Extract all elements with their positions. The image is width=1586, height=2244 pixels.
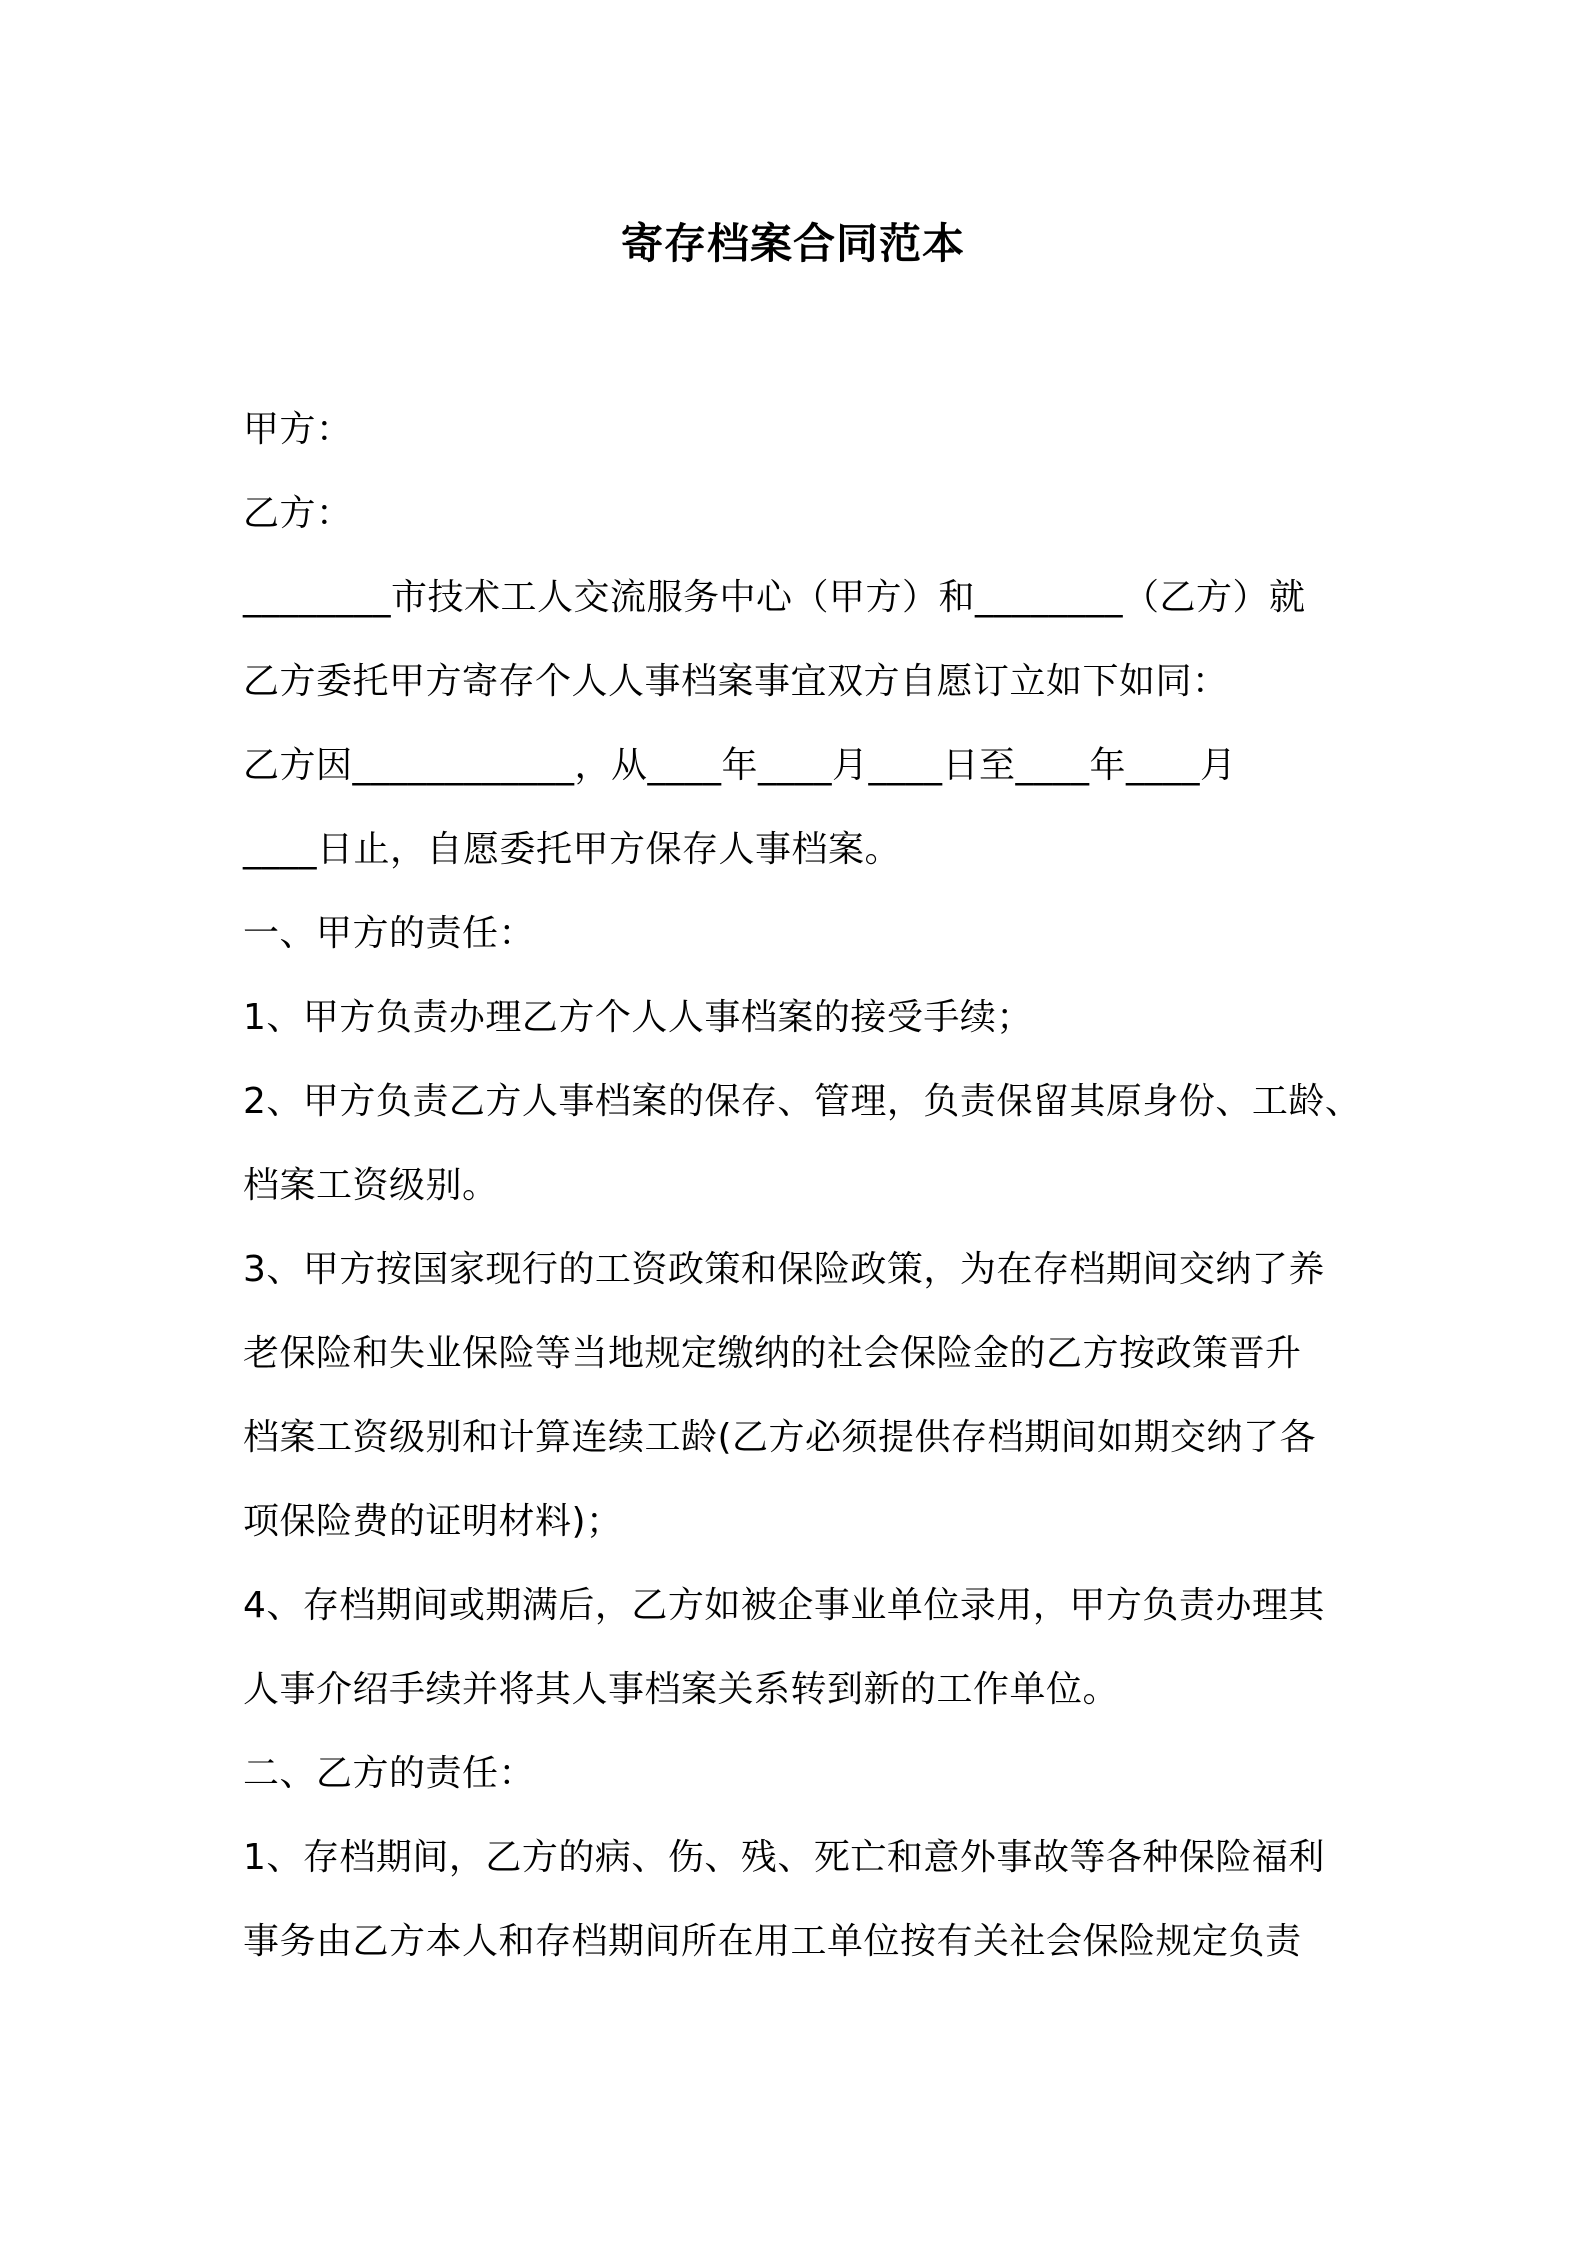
party-a-line: 甲方：	[243, 409, 353, 450]
clause-a3-line-3: 档案工资级别和计算连续工龄(乙方必须提供存档期间如期交纳了各	[243, 1417, 1317, 1458]
clause-a2-line-1: 2、甲方负责乙方人事档案的保存、管理，负责保留其原身份、工龄、	[243, 1081, 1362, 1122]
clause-a4-line-2: 人事介绍手续并将其人事档案关系转到新的工作单位。	[243, 1669, 1120, 1710]
clause-a3-line-1: 3、甲方按国家现行的工资政策和保险政策，为在存档期间交纳了养	[243, 1249, 1325, 1290]
intro-line-1: ________市技术工人交流服务中心（甲方）和________（乙方）就	[243, 577, 1306, 618]
clause-a4-line-1: 4、存档期间或期满后，乙方如被企事业单位录用，甲方负责办理其	[243, 1585, 1325, 1626]
period-line-1: 乙方因____________，从____年____月____日至____年____月	[243, 745, 1237, 786]
section-heading-party-b: 二、乙方的责任：	[243, 1753, 536, 1794]
intro-line-2: 乙方委托甲方寄存个人人事档案事宜双方自愿订立如下如同：	[243, 661, 1229, 702]
document-title: 寄存档案合同范本	[620, 219, 965, 268]
period-line-2: ____日止，自愿委托甲方保存人事档案。	[243, 829, 902, 870]
clause-a2-line-2: 档案工资级别。	[243, 1165, 499, 1206]
clause-a3-line-2: 老保险和失业保险等当地规定缴纳的社会保险金的乙方按政策晋升	[243, 1333, 1302, 1374]
section-heading-party-a: 一、甲方的责任：	[243, 913, 536, 954]
clause-b1-line-2: 事务由乙方本人和存档期间所在用工单位按有关社会保险规定负责	[243, 1921, 1302, 1962]
document-body	[243, 405, 1373, 2001]
party-b-line: 乙方：	[243, 493, 353, 534]
clause-a3-line-4: 项保险费的证明材料)；	[243, 1501, 623, 1542]
clause-a1: 1、甲方负责办理乙方个人人事档案的接受手续；	[243, 997, 1033, 1038]
clause-b1-line-1: 1、存档期间，乙方的病、伤、残、死亡和意外事故等各种保险福利	[243, 1837, 1325, 1878]
